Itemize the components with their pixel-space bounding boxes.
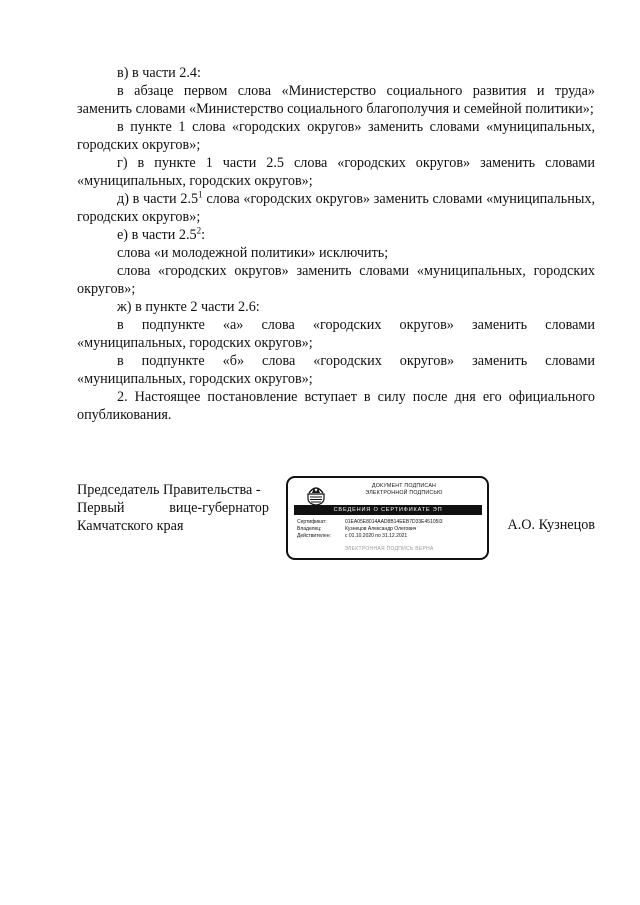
certificate-row-value: с 01.10.2020 по 31.12.2021 — [345, 533, 408, 539]
certificate-row-value: Кузнецов Александр Олегович — [345, 526, 417, 532]
certificate-row-key: Сертификат: — [297, 519, 327, 525]
paragraph: в) в части 2.4: — [117, 65, 201, 81]
item-e-suffix: : — [201, 227, 206, 243]
certificate-row-key: Владелец: — [297, 526, 322, 532]
paragraph: 2. Настоящее постановление вступает в силу после дня его официального опубликования. — [77, 389, 595, 423]
signature-valid-label: ЭЛЕКТРОННАЯ ПОДПИСЬ ВЕРНА — [344, 546, 434, 552]
item-e-prefix: е) в части 2.5 — [117, 227, 197, 243]
paragraph: в абзаце первом слова «Министерство социального развития и труда» заменить словами «Министерство социального благополучия и семейной политики»; — [77, 83, 595, 117]
certificate-row — [297, 526, 483, 533]
certificate-info-bar: СВЕДЕНИЯ О СЕРТИФИКАТЕ ЭП — [294, 505, 482, 515]
stamp-header-line-1: ДОКУМЕНТ ПОДПИСАН — [371, 483, 437, 489]
paragraph: слова «и молодежной политики» исключить; — [117, 245, 389, 261]
certificate-details — [297, 519, 483, 540]
item-d-superscript: 1 — [198, 189, 203, 200]
paragraph: г) в пункте 1 части 2.5 слова «городских округов» заменить словами «муниципальных, городских округов»; — [77, 155, 595, 189]
coat-of-arms-icon — [306, 484, 326, 506]
position-line-3: Камчатского края — [77, 518, 184, 534]
certificate-row — [297, 533, 483, 540]
paragraph: слова «городских округов» заменить словами «муниципальных, городских округов»; — [77, 263, 595, 297]
stamp-header — [334, 483, 474, 497]
position-line-2-word-1: Первый — [77, 500, 125, 516]
paragraph: в пункте 1 слова «городских округов» заменить словами «муниципальных, городских округов»; — [77, 119, 595, 153]
item-e-superscript: 2 — [196, 225, 202, 236]
position-line-2-word-2: вице-губернатор — [169, 500, 269, 516]
position-line-2 — [77, 499, 269, 517]
signer-name: А.О. Кузнецов — [507, 517, 595, 533]
paragraph: в подпункте «б» слова «городских округов» заменить словами «муниципальных, городских округов»; — [77, 353, 595, 387]
electronic-signature-stamp — [286, 476, 489, 560]
paragraph-item-d — [77, 190, 595, 226]
paragraph: ж) в пункте 2 части 2.6: — [117, 299, 260, 315]
signer-position — [77, 481, 269, 535]
item-d-suffix: слова «городских округов» заменить словами «муниципальных, городских округов»; — [77, 191, 595, 225]
paragraph: в подпункте «а» слова «городских округов» заменить словами «муниципальных, городских округов»; — [77, 317, 595, 351]
certificate-row-value: 01EA05E8014AAD8B14EEB7D33E45105I3 — [345, 519, 443, 525]
stamp-header-line-2: ЭЛЕКТРОННОЙ ПОДПИСЬЮ — [365, 490, 443, 496]
item-d-prefix: д) в части 2.5 — [117, 191, 199, 207]
certificate-row-key: Действителен: — [297, 533, 331, 539]
certificate-row — [297, 519, 483, 526]
document-body — [77, 64, 595, 424]
position-line-1: Председатель Правительства - — [77, 482, 261, 498]
paragraph-item-e — [77, 226, 595, 244]
